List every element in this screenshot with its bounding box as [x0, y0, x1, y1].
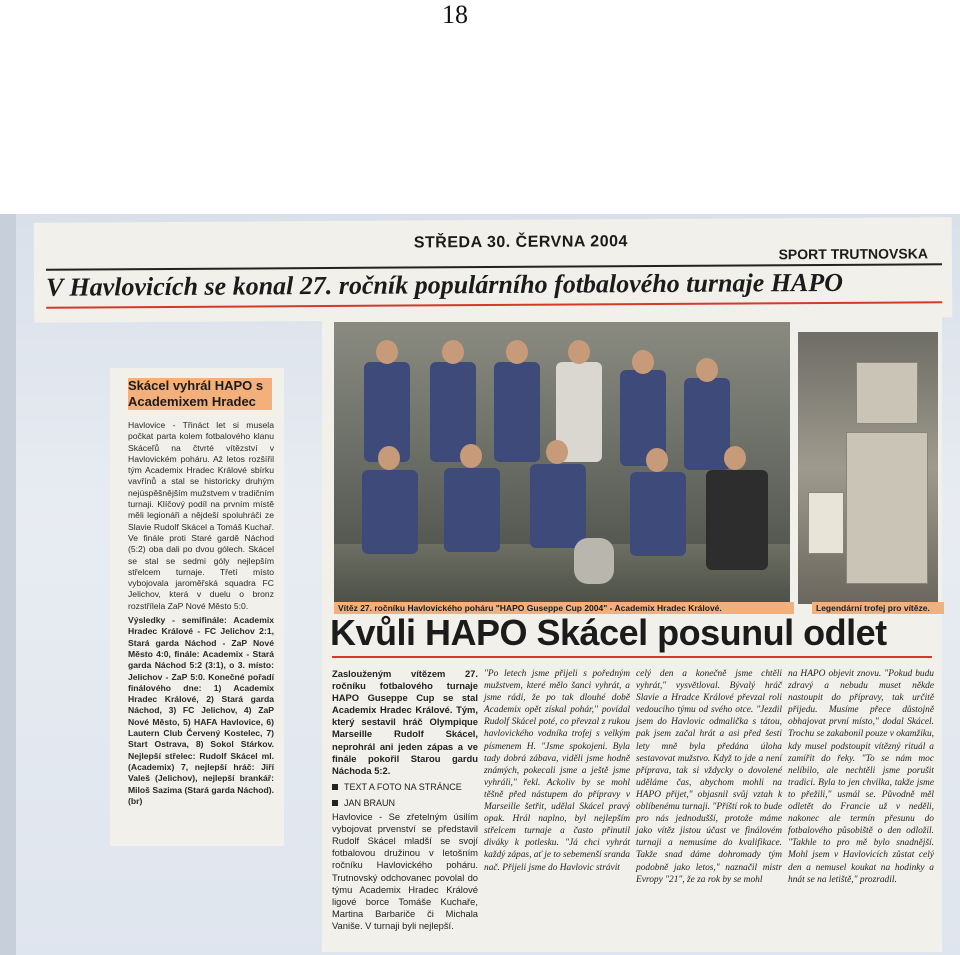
player-figure [630, 472, 686, 556]
article-body-2: "Po letech jsme přijeli s poředným mužstvem, které mělo šanci vyhrát, a jsme rádi, že po tak dlouhé době Academix opět získal pohár," povídal Rudolf Skácel poté, co převzal z rukou havlovického vodníka trofej s velkým písmenem H. "Jsme spokojeni. Byla tady dobrá zábava, viděli jsme hodně známých, pokecali jsme a ještě jsme vyhráli," řekl. Ackoliv by se mohl těšně před nástupem do přípravy v Marseille šetřit, udělal Skácel pravý opak. Hrál naplno, byl nejlepším střelcem turnaje a často přinutil diváky k potlesku. "Já chci vyhrát každý zápas, ať je to sebemenší sranda nač. Přijeli jsme do Havlovic strávit [484, 669, 630, 873]
article-title: Kvůli HAPO Skácel posunul odlet [330, 612, 887, 653]
player-head [568, 340, 590, 364]
player-head [460, 444, 482, 468]
player-head [696, 358, 718, 382]
article-column-3 [636, 668, 782, 888]
clipping-title: Skácel vyhrál HAPO s Academixem Hradec [128, 378, 272, 410]
article-column-1 [332, 668, 478, 934]
trophy-on-ground [574, 538, 614, 584]
player-head [506, 340, 528, 364]
article-body-4: na HAPO objevit znovu. "Pokud budu zdravý a nebudu muset někde nastoupit do přípravy, tak určitě přijedu. Musíme přece důstojně obhajovat první místo," dodal Skácel. Trochu se zakabonil pouze v okamžiku, kdy musel podstoupit vítězný rituál a zamířit do řeky. "To se nám moc nelíbilo, ale nechtěli jsme porušit tradici. Byla to jen chvilka, takže jsme to přežili," usmál se. Původně měl odletět do Francie už v neděli, nakonec ale termín přesunu do fotbalového působiště o den odložil. "Takhle to pro mě bylo snadnější. Mohl jsem v Havlovicích zůstat celý den a nemusel koukat na hodinky a hnát se na letiště," prozradil. [788, 669, 934, 885]
player-head [378, 446, 400, 470]
issue-date: STŘEDA 30. ČERVNA 2004 [413, 233, 628, 252]
clipping-body [128, 420, 274, 810]
photo-caption: Vítěz 27. ročníku Havlovického poháru "HAPO Guseppe Cup 2004" - Academix Hradec Králové. [334, 602, 794, 614]
trophy-caption: Legendární trofej pro vítěze. [812, 602, 944, 614]
title-underline [332, 656, 932, 658]
player-figure [530, 464, 586, 548]
player-head [442, 340, 464, 364]
player-head [632, 350, 654, 374]
player-figure [706, 470, 768, 570]
trophy-top [856, 362, 918, 424]
headline-underline [46, 301, 942, 308]
trophy-body [846, 432, 928, 584]
article-lead: Zaslouženým vítězem 27. ročníku fotbalového turnaje HAPO Guseppe Cup se stal Academix Hradec Králové. Tým, který sestavil hráč Olympique Marseille Rudolf Skácel, neprohrál ani jeden zápas a ve finále pokořil Starou gardu Náchoda 5:2. [332, 668, 478, 776]
mascot-figure [808, 492, 844, 554]
sheet-binding-edge [0, 214, 16, 955]
player-head [724, 446, 746, 470]
page-number: 18 [442, 0, 468, 29]
main-headline: V Havlovicích se konal 27. ročník populárního fotbalového turnaje HAPO [46, 267, 844, 302]
byline-author: JAN BRAUN [332, 797, 478, 809]
article-body-1: Havlovice - Se zřetelným úsilím vybojovat prvenství se představil Rudolf Skácel mladší se svojí fotbalovou družinou v letošním ročníku Havlovického poháru. Trutnovský odchovanec povolal do týmu Academix Hradec Králové ligové borce Tomáše Kuchaře, Martina Barbariče či Michala Vaniše. V turnaji byli nejlepší. [332, 811, 478, 931]
section-name: SPORT TRUTNOVSKA [778, 245, 928, 263]
player-figure [444, 468, 500, 552]
clipping-paragraph-1: Havlovice - Třináct let si musela počkat parta kolem fotbalového klanu Skáceľů na čtvrté vítězství v Havlovickém poháru. Až letos rozšířil tým Academix Hradec Králové sbírku vavřínů a stal se historicky druhým nejúspěšnějším mužstvem v tradičním turnaji. Klíčový podíl na prvním místě měli legionáři a nějdeší spoluhráči ze Slavie Rudolf Skácel a Tomáš Kuchař. Ve finále proti Staré gardě Náchod (5:2) oba dali po dvou gólech. Skácel se stal se sedmi góly nejlepším střelcem turnaje. Třetí místo vybojovala jaroměřská squadra FC Jelichov, která v duelu o bronz rozstřílela ZaP Nové Město 5:0. [128, 420, 274, 611]
bullet-square-icon [332, 800, 338, 806]
article-body-3: celý den a konečně jsme chtěli vyhrát," vysvětloval. Bývalý hráč Slavie a Hradce Králové převzal roli vedoucího týmu od svého otce. "Jezdil jsem do Havlovic odmalička s tátou, pak jsem začal hrát a asi před šesti lety mně byla předána úloha sestavovat mužstvo. Když to jde a není příprava, tak si vždycky o dovolené uděláme čas, abychom mohli na HAPO přijet," objasnil svůj vztah k oblíbenému turnaji. "Příští rok to bude pro nás jednodušší, protože máme jako vítěz jistou účast ve finálovém turnaji a nemusíme do kvalifikace. Takže snad dáme dohromady tým podobně jako letos," naznačil mistr Evropy "21", že za rok by se mohl [636, 669, 782, 885]
player-head [376, 340, 398, 364]
byline-credit: TEXT A FOTO NA STRÁNCE [332, 781, 478, 793]
article-column-2 [484, 668, 630, 876]
player-figure [494, 362, 540, 462]
player-figure [362, 470, 418, 554]
trophy-photo [798, 332, 938, 604]
main-article-clipping [322, 316, 942, 952]
bullet-square-icon [332, 784, 338, 790]
player-head [646, 448, 668, 472]
result-clipping [110, 368, 284, 846]
newspaper-header-clipping [34, 217, 953, 323]
article-column-4 [788, 668, 934, 888]
team-photo [334, 322, 790, 604]
player-head [546, 440, 568, 464]
clipping-results: Výsledky - semifinále: Academix Hradec Králové - FC Jelichov 2:1, Stará garda Náchod - ZaP Nové Město 4:0, finále: Academix - Stará garda Náchod 5:2 (3:1), o 3. místo: Jelichov - ZaP 5:0. Konečné pořadí finálového dne: 1) Academix Hradec Králové, 2) Stará garda Náchod, 3) FC Jelichov, 4) ZaP Nové Město, 5) HAFA Havlovice, 6) Lautern Club Červený Kostelec, 7) Start Ostrava, 8) Sokol Stárkov. Nejlepší střelec: Rudolf Skácel ml. (Academix) 7, nejlepší hráč: Jiří Valeš (Jelichov), nejlepší brankář: Miloš Sazima (Stará garda Náchod). (br) [128, 615, 274, 806]
